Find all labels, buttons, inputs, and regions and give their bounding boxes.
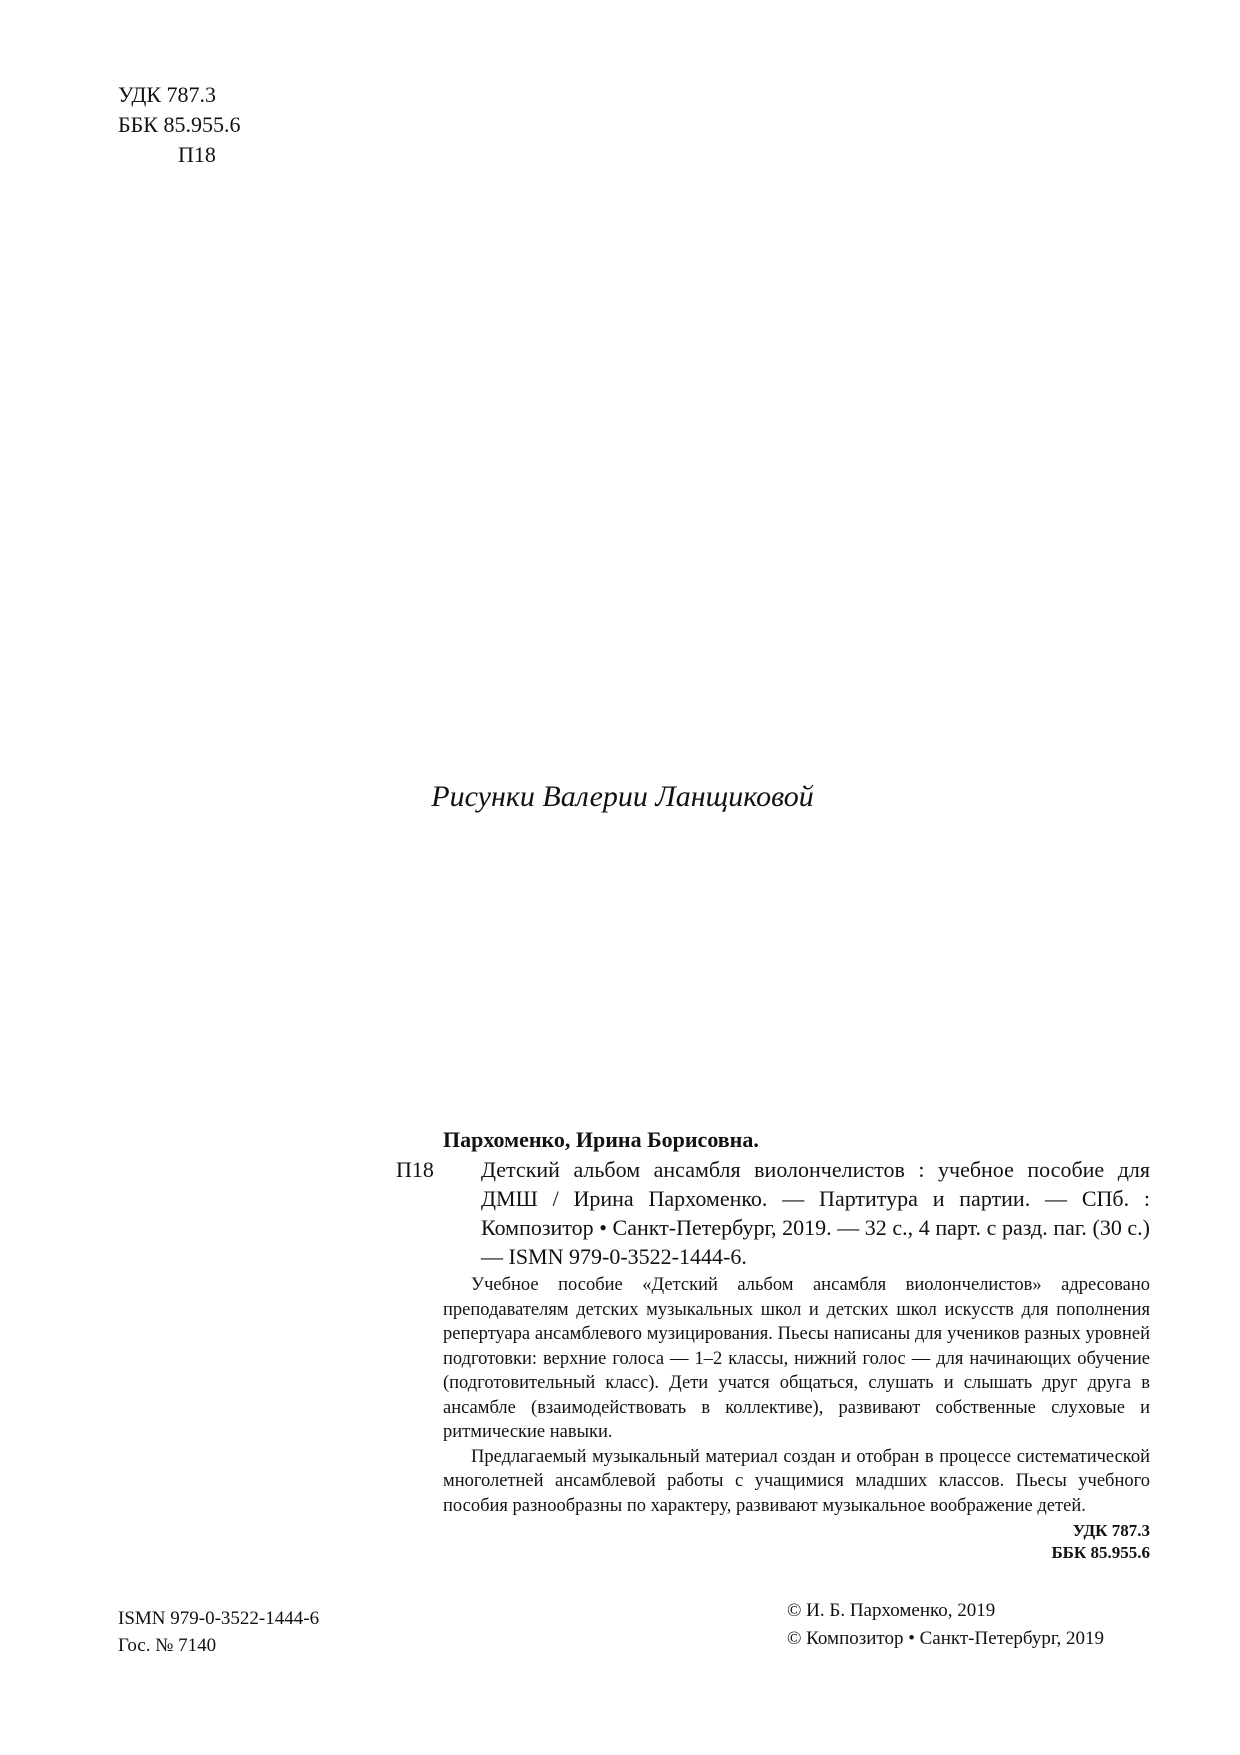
card-abstract: [396, 1273, 1150, 1518]
bbk-code: ББК 85.955.6: [118, 112, 241, 137]
card-classification: [396, 1520, 1150, 1564]
copyright-author: © И. Б. Пархоменко, 2019: [787, 1600, 996, 1621]
card-author: Пархоменко, Ирина Борисовна.: [443, 1127, 759, 1152]
udk-code: УДК 787.3: [118, 82, 217, 107]
abstract-paragraph: Предлагаемый музыкальный материал создан и отобран в процессе систематической многолетней ансамблевой работы с учащимися младших классов. Пьесы учебного пособия разнообразны по характеру, развивают музыкальное воображение детей.: [443, 1446, 1150, 1516]
catalog-card: [396, 1125, 1150, 1564]
card-udk-code: УДК 787.3: [1072, 1521, 1150, 1540]
card-bbk-code: ББК 85.955.6: [1051, 1543, 1150, 1562]
top-classification-block: [118, 80, 240, 170]
abstract-paragraph: Учебное пособие «Детский альбом ансамбля виолончелистов» адресовано преподавателям детских музыкальных школ и детских школ искусств для пополнения репертуара ансамблевого музицирования. Пьесы написаны для учеников разных уровней подготовки: верхние голоса — 1–2 классы, нижний голос — для начинающих обучение (подготовительный класс). Дети учатся общаться, слушать и слышать друг друга в ансамбле (взаимодействовать в коллективе), развивают собственные слуховые и ритмические навыки.: [443, 1275, 1150, 1442]
author-mark: П18: [178, 142, 216, 167]
gos-number: Гос. № 7140: [118, 1635, 217, 1656]
card-entry: [396, 1155, 1150, 1271]
card-author-mark: П18: [396, 1157, 434, 1182]
ismn-number: ISMN 979-0-3522-1444-6: [118, 1608, 320, 1629]
copyright-publisher: © Композитор • Санкт-Петербург, 2019: [787, 1628, 1104, 1649]
ismn-block: [118, 1605, 319, 1659]
illustrator-credit: Рисунки Валерии Ланщиковой: [431, 780, 814, 813]
card-entry-text: Детский альбом ансамбля виолончелистов : учебное пособие для ДМШ / Ирина Пархоменко. — Партитура и партии. — СПб. : Композитор • Санкт-Петербург, 2019. — 32 с., 4 парт. с разд. паг. (30 с.) — ISMN 979-0-3522-1444-6.: [481, 1157, 1150, 1269]
copyright-block: [787, 1597, 1104, 1653]
